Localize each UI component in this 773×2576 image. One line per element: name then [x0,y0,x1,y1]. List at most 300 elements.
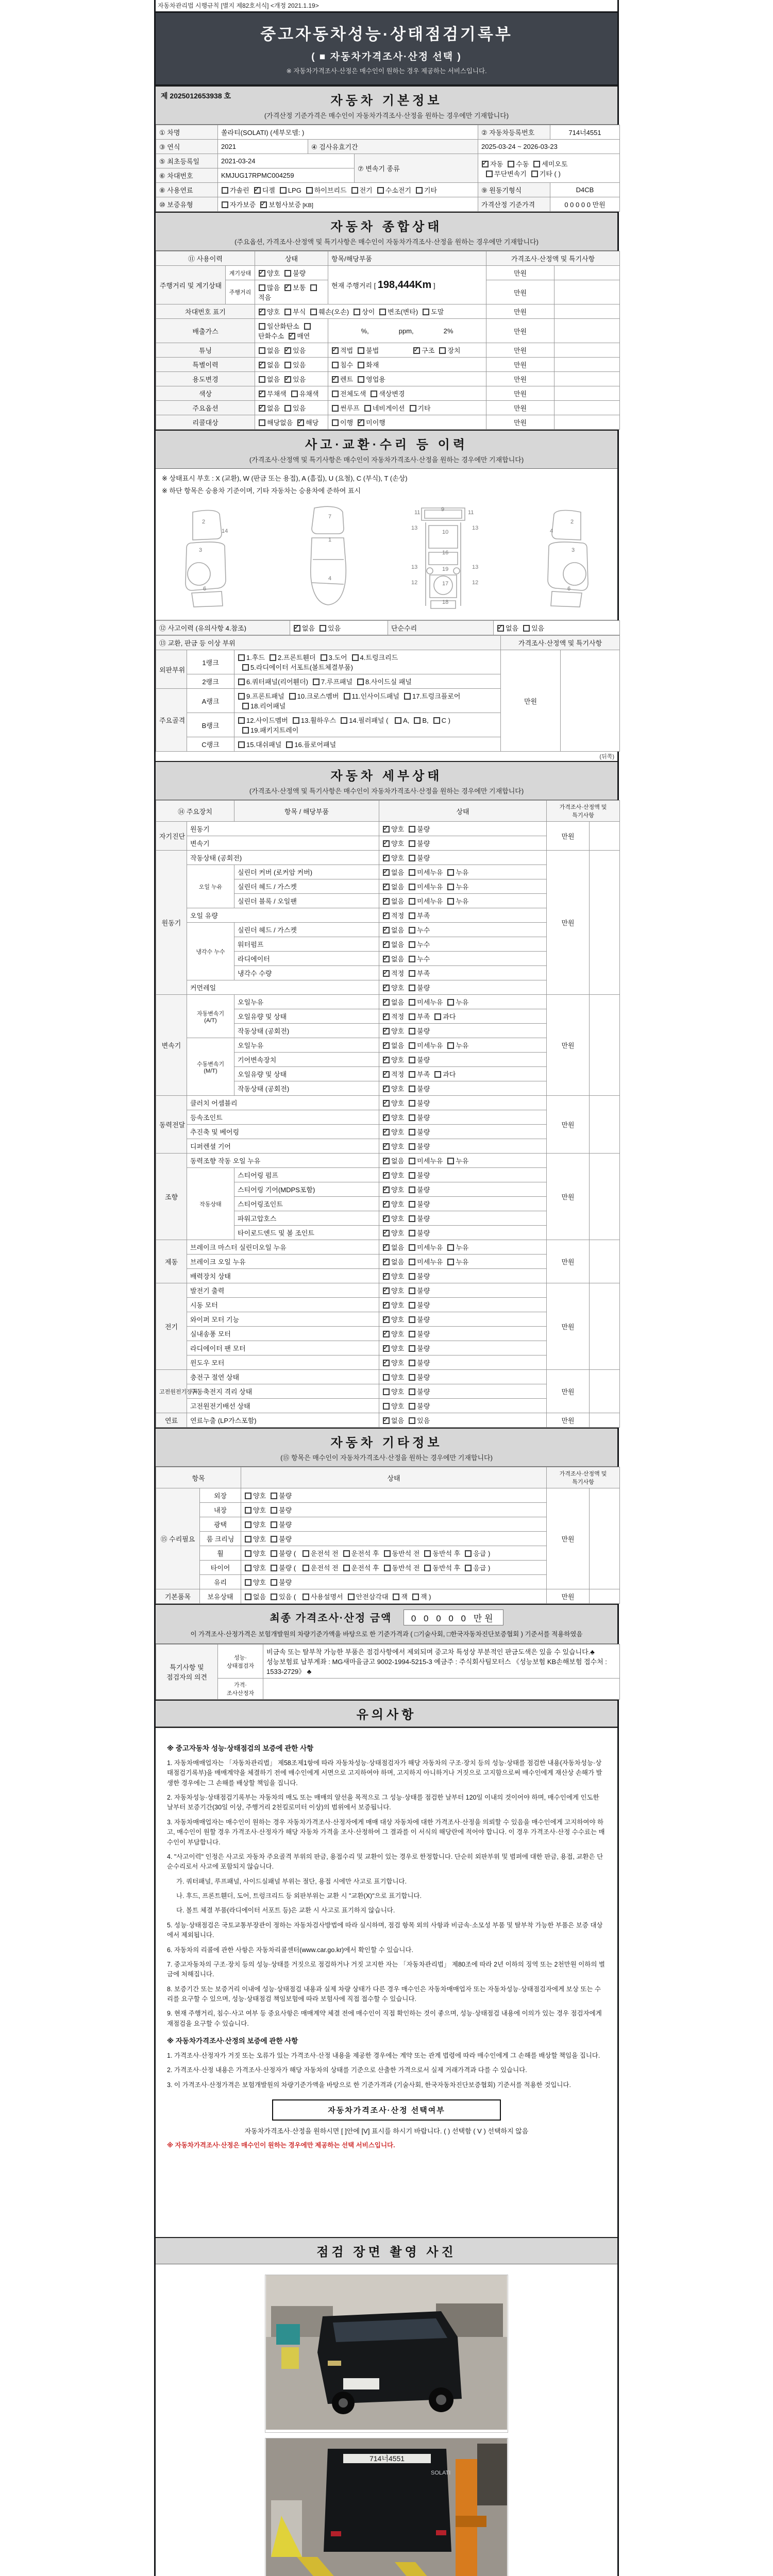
checkbox[interactable] [294,625,300,632]
table-cell [226,280,255,304]
notice-paragraph: ※ 자동차가격조사·산정의 보증에 관한 사항 [167,2037,298,2045]
checkbox[interactable] [409,869,415,876]
checkbox-label: 있음 [293,404,306,412]
checkbox[interactable] [383,1331,390,1337]
table-cell [379,1125,547,1139]
detail-condition-table [156,800,617,1428]
document-note: ※ 자동차가격조사·산정은 매수인이 원하는 경우 제공하는 서비스입니다. [286,67,487,75]
checkbox[interactable] [409,1388,415,1395]
checkbox[interactable] [271,1521,277,1528]
checkbox[interactable] [354,309,360,315]
table-cell [478,140,620,154]
checkbox[interactable] [383,1143,390,1150]
checkbox[interactable] [409,1129,415,1136]
table-cell [486,280,554,304]
checkbox[interactable] [383,1230,390,1236]
checkbox-label: 구조 [422,347,435,354]
checkbox[interactable] [358,362,364,368]
checkbox[interactable] [523,625,530,632]
checkbox[interactable] [332,362,339,368]
cell-text: 와이퍼 모터 기능 [190,1316,240,1324]
checkbox-label: 일산화탄소 [267,323,299,330]
checkbox[interactable] [351,187,358,194]
checkbox[interactable] [383,999,390,1006]
checkbox[interactable] [293,717,299,724]
checkbox[interactable] [383,1114,390,1121]
checkbox[interactable] [358,347,364,354]
table-cell [328,358,486,372]
checkbox-label: 불량 [279,1492,292,1500]
checkbox[interactable] [409,1057,415,1063]
checkbox[interactable] [297,419,304,426]
checkbox[interactable] [409,1302,415,1309]
checkbox-label: 양호 [391,1186,405,1194]
checkbox[interactable] [284,284,291,291]
checkbox[interactable] [341,717,347,724]
checkbox-label: 불량 [417,840,430,848]
checkbox[interactable] [412,1594,419,1600]
svg-text:6: 6 [567,586,570,592]
checkbox[interactable] [383,1042,390,1049]
checkbox[interactable] [377,187,384,194]
cell-text: 라디에이터 [238,955,270,963]
checkbox[interactable] [395,717,401,724]
checkbox[interactable] [222,201,228,208]
checkbox[interactable] [245,1521,251,1528]
checkbox[interactable] [409,1215,415,1222]
table-cell [554,319,620,343]
checkbox[interactable] [310,309,317,315]
checkbox[interactable] [409,1158,415,1164]
checkbox[interactable] [409,826,415,833]
checkbox[interactable] [259,284,265,291]
table-row [156,1488,620,1503]
table-cell [590,1488,620,1589]
checkbox[interactable] [409,1345,415,1352]
checkbox-label: 양호 [253,1492,266,1500]
checkbox[interactable] [447,1042,454,1049]
table-cell [590,1240,620,1283]
checkbox[interactable] [291,391,298,397]
table-cell [328,266,486,304]
checkbox[interactable] [383,956,390,962]
checkbox[interactable] [383,1013,390,1020]
checkbox[interactable] [409,999,415,1006]
checkbox[interactable] [434,1013,441,1020]
checkbox[interactable] [332,376,339,383]
checkbox[interactable] [409,1230,415,1236]
checkbox-label: 운전석 후 [351,1550,379,1557]
checkbox-label: 미세누유 [417,1244,443,1251]
checkbox[interactable] [533,161,540,167]
checkbox[interactable] [286,741,293,748]
checkbox-label: 이행 [340,419,354,427]
cell-text: 2021-03-24 [221,157,256,165]
checkbox[interactable] [364,405,371,412]
checkbox[interactable] [447,1259,454,1265]
table-cell [308,140,478,154]
checkbox[interactable] [348,1594,355,1600]
checkbox[interactable] [383,1100,390,1107]
checkbox[interactable] [238,693,245,700]
checkbox[interactable] [271,1594,277,1600]
checkbox[interactable] [409,1086,415,1092]
checkbox[interactable] [343,1550,350,1557]
checkbox-label: 불량 [417,1330,430,1338]
cell-text: 등속조인트 [190,1114,223,1122]
table-cell [234,865,379,879]
checkbox[interactable] [271,1565,277,1571]
checkbox[interactable] [383,1244,390,1251]
checkbox[interactable] [383,1187,390,1193]
table-cell [554,266,620,280]
checkbox-label: 누수 [417,941,430,948]
checkbox[interactable] [270,654,276,661]
checkbox[interactable] [332,347,339,354]
checkbox[interactable] [383,1057,390,1063]
checkbox[interactable] [413,347,420,354]
checkbox[interactable] [259,270,265,277]
checkbox[interactable] [222,187,228,194]
table-cell [379,1240,547,1255]
checkbox[interactable] [409,1028,415,1035]
table-cell [590,1283,620,1370]
checkbox[interactable] [284,270,291,277]
checkbox[interactable] [508,161,514,167]
checkbox[interactable] [424,1550,431,1557]
checkbox[interactable] [259,391,265,397]
checkbox[interactable] [259,362,265,368]
checkbox[interactable] [383,1287,390,1294]
checkbox[interactable] [259,309,265,315]
cell-text: 단순수리 [391,624,417,632]
checkbox-label: 동반석 후 [432,1564,461,1572]
checkbox[interactable] [424,1565,431,1571]
checkbox[interactable] [245,1579,251,1586]
table-cell [234,1168,379,1182]
cell-text: 실린더 헤드 / 가스켓 [238,883,297,891]
checkbox[interactable] [383,855,390,861]
table-row [156,125,620,140]
checkbox[interactable] [383,884,390,890]
checkbox[interactable] [434,1071,441,1078]
table-cell [554,415,620,430]
checkbox[interactable] [409,884,415,890]
checkbox[interactable] [383,912,390,919]
checkbox[interactable] [260,201,267,208]
checkbox[interactable] [254,187,261,194]
cell-text: ( ) [552,170,561,178]
table-cell [590,1589,620,1604]
checkbox[interactable] [414,717,421,724]
checkbox[interactable] [245,1550,251,1557]
checkbox[interactable] [409,912,415,919]
checkbox[interactable] [383,1158,390,1164]
checkbox[interactable] [409,840,415,847]
table-cell [234,1197,379,1211]
checkbox[interactable] [409,941,415,948]
checkbox[interactable] [383,1129,390,1136]
checkbox[interactable] [245,1536,251,1543]
checkbox[interactable] [358,419,364,426]
checkbox[interactable] [447,1158,454,1164]
checkbox[interactable] [439,347,446,354]
table-cell [554,386,620,401]
checkbox[interactable] [242,703,249,709]
checkbox-label: 불량 [417,1229,430,1237]
checkbox[interactable] [383,1374,390,1381]
checkbox[interactable] [357,679,364,685]
checkbox[interactable] [447,1244,454,1251]
checkbox[interactable] [332,391,339,397]
checkbox-label: 양호 [391,1114,405,1122]
checkbox[interactable] [383,869,390,876]
checkbox[interactable] [404,693,411,700]
checkbox[interactable] [433,717,440,724]
checkbox[interactable] [289,333,295,340]
checkbox-label: 없음 [391,998,405,1006]
checkbox[interactable] [409,1417,415,1424]
table-row [156,183,620,197]
checkbox-label: 없음 [391,926,405,934]
checkbox[interactable] [284,347,291,354]
section-notice-title: 유의사항 [356,1708,417,1722]
checkbox[interactable] [304,323,311,330]
checkbox[interactable] [383,1028,390,1035]
checkbox[interactable] [409,1071,415,1078]
table-cell [554,358,620,372]
checkbox[interactable] [383,1360,390,1366]
checkbox[interactable] [383,826,390,833]
checkbox-label: 있음 [293,376,306,383]
checkbox[interactable] [383,927,390,934]
checkbox[interactable] [409,898,415,905]
checkbox[interactable] [238,741,245,748]
checkbox[interactable] [482,161,489,167]
checkbox[interactable] [409,1287,415,1294]
checkbox-label: 불량 [279,1506,292,1514]
checkbox[interactable] [313,679,320,685]
checkbox[interactable] [306,187,313,194]
checkbox[interactable] [289,693,296,700]
checkbox-label: 가솔린 [230,187,249,194]
checkbox-label: 누유 [456,1244,469,1251]
cell-text: ⑫ 사고이력 (유의사항 4.참조) [159,624,246,632]
table-cell [156,251,255,266]
checkbox[interactable] [271,1493,277,1499]
table-cell [187,1269,379,1283]
checkbox[interactable] [384,1550,391,1557]
cell-text: 만원 [561,919,575,927]
checkbox[interactable] [332,405,339,412]
cell-text: 냉각수 수량 [238,970,272,977]
checkbox[interactable] [242,727,249,734]
table-cell [234,923,379,937]
checkbox[interactable] [383,985,390,991]
checkbox[interactable] [384,1565,391,1571]
checkbox[interactable] [409,985,415,991]
license-plate: 714너4551 [369,2454,405,2463]
table-cell [263,1645,620,1679]
checkbox[interactable] [465,1550,472,1557]
checkbox[interactable] [409,956,415,962]
checkbox[interactable] [383,1345,390,1352]
checkbox-label: 보통 [293,284,306,292]
checkbox[interactable] [409,1360,415,1366]
checkbox-label: 탄화수소 [258,332,284,340]
checkbox[interactable] [245,1565,251,1571]
checkbox[interactable] [465,1565,472,1571]
checkbox[interactable] [410,405,416,412]
checkbox[interactable] [259,419,265,426]
checkbox[interactable] [383,1201,390,1208]
checkbox[interactable] [371,391,377,397]
checkbox[interactable] [383,941,390,948]
checkbox-label: 12.사이드멤버 [246,717,288,724]
checkbox-label: 미세누유 [417,897,443,905]
checkbox[interactable] [379,309,386,315]
checkbox[interactable] [259,376,265,383]
checkbox[interactable] [409,1273,415,1280]
table-cell [241,1561,547,1575]
checkbox[interactable] [409,1187,415,1193]
checkbox[interactable] [383,1086,390,1092]
checkbox[interactable] [383,1388,390,1395]
cell-text: 변속기 [190,840,210,848]
checkbox[interactable] [447,869,454,876]
checkbox[interactable] [486,171,493,177]
checkbox-label: 양호 [391,1085,405,1093]
checkbox[interactable] [383,1403,390,1410]
basic-table [156,125,620,212]
table-cell [255,415,328,430]
checkbox[interactable] [416,187,423,194]
table-cell [200,1517,241,1532]
table-cell [494,621,620,635]
checkbox[interactable] [409,1114,415,1121]
checkbox[interactable] [259,405,265,412]
checkbox[interactable] [284,376,291,383]
checkbox[interactable] [409,855,415,861]
checkbox[interactable] [409,1259,415,1265]
checkbox[interactable] [409,1042,415,1049]
checkbox[interactable] [383,898,390,905]
cell-text: ⑤ 최초등록일 [159,158,200,165]
checkbox[interactable] [343,1565,350,1571]
checkbox[interactable] [284,362,291,368]
table-cell [187,1096,379,1110]
checkbox[interactable] [383,970,390,977]
checkbox[interactable] [238,717,245,724]
checkbox[interactable] [497,625,504,632]
checkbox[interactable] [310,284,317,291]
table-cell [241,1488,547,1503]
checkbox[interactable] [271,1536,277,1543]
checkbox[interactable] [245,1507,251,1514]
checkbox-label: 적법 [340,347,354,354]
checkbox[interactable] [271,1507,277,1514]
checkbox[interactable] [447,999,454,1006]
checkbox[interactable] [447,884,454,890]
table-row [156,1413,620,1428]
checkbox[interactable] [409,1316,415,1323]
checkbox[interactable] [238,679,245,685]
checkbox[interactable] [409,1100,415,1107]
checkbox[interactable] [393,1594,399,1600]
checkbox[interactable] [383,1302,390,1309]
checkbox[interactable] [409,1013,415,1020]
checkbox[interactable] [284,309,291,315]
checkbox[interactable] [332,419,339,426]
table-cell [255,304,486,319]
checkbox[interactable] [242,664,249,671]
checkbox[interactable] [271,1579,277,1586]
checkbox[interactable] [383,1259,390,1265]
checkbox[interactable] [409,1331,415,1337]
cell-text: 상태 [456,807,469,816]
checkbox[interactable] [409,1244,415,1251]
checkbox[interactable] [352,654,359,661]
cell-text: 상태 [284,255,298,263]
checkbox[interactable] [344,693,350,700]
checkbox[interactable] [409,970,415,977]
checkbox[interactable] [271,1550,277,1557]
section-overall-note: (주요옵션, 가격조사·산정액 및 특기사항은 매수인이 자동차가격조사·산정을 원하는 경우에만 기재합니다) [234,238,539,246]
checkbox[interactable] [303,1550,309,1557]
checkbox[interactable] [321,654,327,661]
checkbox[interactable] [383,1316,390,1323]
checkbox[interactable] [259,323,265,330]
checkbox[interactable] [383,1273,390,1280]
checkbox[interactable] [238,654,245,661]
cell-text: 2랭크 [202,678,219,686]
checkbox-label: 렌트 [340,376,354,383]
checkbox[interactable] [409,1143,415,1150]
checkbox[interactable] [358,376,364,383]
checkbox[interactable] [531,171,538,177]
cell-text: 고전원전기장치 [159,1388,198,1395]
cell-text: 작동상태 [199,1201,222,1208]
checkbox-label: 불량 [279,1550,292,1557]
section-etc-note: (⑮ 항목은 매수인이 자동차가격조사·산정을 원하는 경우에만 기재합니다) [280,1454,493,1462]
checkbox[interactable] [409,1201,415,1208]
table-row [156,251,620,266]
checkbox[interactable] [303,1565,309,1571]
checkbox[interactable] [280,187,287,194]
checkbox[interactable] [259,347,265,354]
checkbox[interactable] [423,309,429,315]
checkbox[interactable] [383,1417,390,1424]
checkbox[interactable] [409,1374,415,1381]
checkbox[interactable] [383,1172,390,1179]
checkbox[interactable] [383,1215,390,1222]
checkbox[interactable] [303,1594,309,1600]
checkbox[interactable] [320,625,326,632]
checkbox[interactable] [409,1403,415,1410]
table-cell [156,621,290,635]
checkbox[interactable] [409,927,415,934]
checkbox[interactable] [284,405,291,412]
checkbox-label: 13.휠하우스 [300,717,337,724]
checkbox[interactable] [245,1594,251,1600]
checkbox[interactable] [447,898,454,905]
checkbox[interactable] [409,1172,415,1179]
checkbox-label: 미이행 [366,419,385,427]
checkbox[interactable] [383,840,390,847]
table-cell [379,822,547,836]
checkbox[interactable] [245,1493,251,1499]
checkbox[interactable] [383,1071,390,1078]
